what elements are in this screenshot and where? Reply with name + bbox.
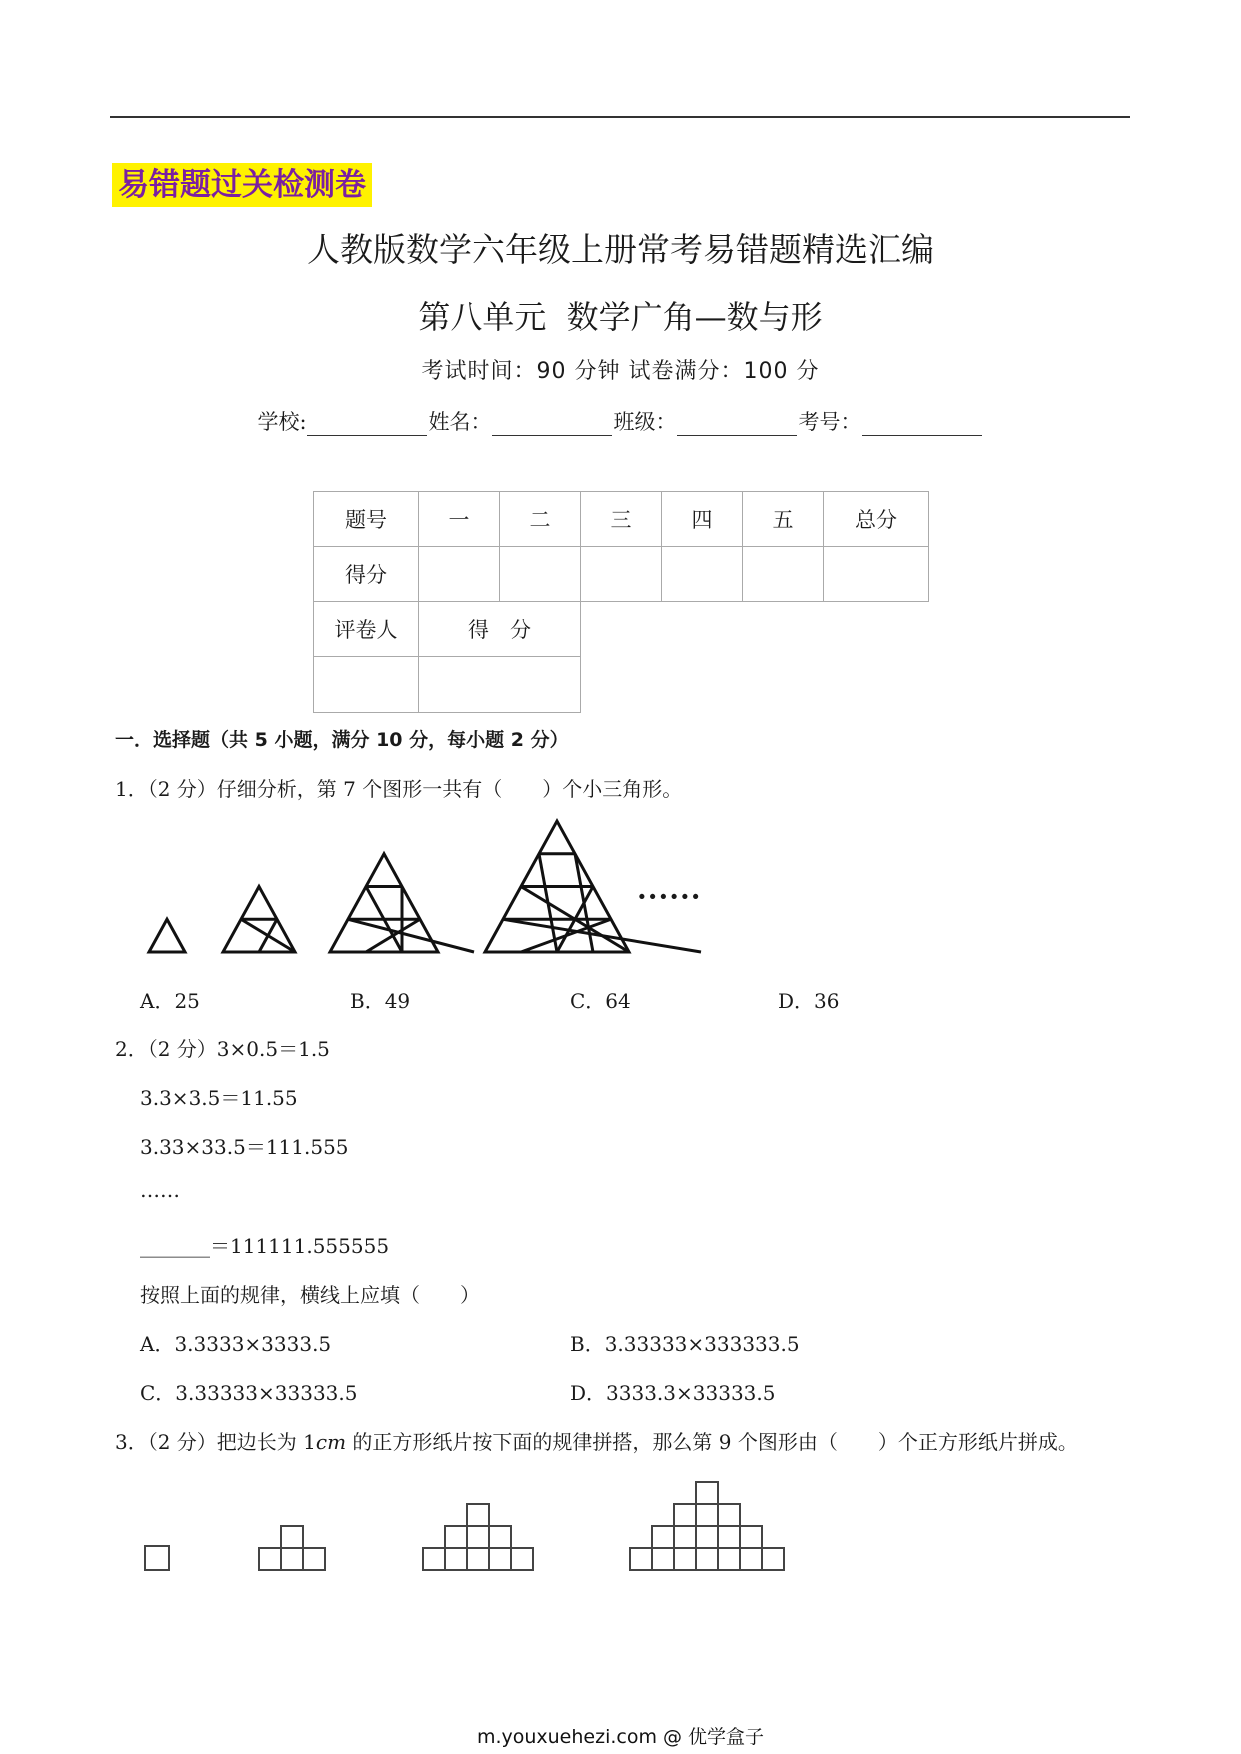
footer-text: m.youxuehezi.com @ 优学盒子	[476, 1726, 765, 1748]
paper-square	[467, 1526, 489, 1548]
paper-square	[489, 1526, 511, 1548]
ellipsis-dots: ······	[637, 880, 702, 913]
question-1-option-c[interactable]: C．64	[570, 989, 631, 1013]
paper-square	[467, 1504, 489, 1526]
paper-square	[445, 1548, 467, 1570]
score-cell[interactable]	[419, 547, 500, 602]
header-rule	[110, 116, 1130, 118]
square-figure	[423, 1504, 533, 1570]
triangle-grid-line	[259, 919, 277, 952]
paper-square	[740, 1548, 762, 1570]
banner-label: 易错题过关检测卷	[112, 163, 372, 207]
question-2-option-a[interactable]: A．3.3333×3333.5	[140, 1332, 332, 1356]
grader-table	[313, 601, 581, 713]
paper-square	[281, 1548, 303, 1570]
grader-score-label: 得 分	[419, 601, 581, 657]
paper-square	[674, 1504, 696, 1526]
question-3-stem-part: 3．（2 分）把边长为 1	[115, 1430, 316, 1454]
score-header-cell: 三	[581, 492, 662, 547]
question-2-instruction: 按照上面的规律，横线上应填（ ）	[140, 1283, 480, 1307]
paper-square	[303, 1548, 325, 1570]
section-heading: 一．选择题（共 5 小题，满分 10 分，每小题 2 分）	[115, 729, 569, 751]
square-figure	[145, 1546, 169, 1570]
score-table	[313, 491, 929, 602]
score-header-cell: 一	[419, 492, 500, 547]
score-header-cell: 总分	[824, 492, 929, 547]
class-blank[interactable]	[677, 413, 797, 436]
paper-square	[630, 1548, 652, 1570]
paper-square	[259, 1548, 281, 1570]
square-figure	[259, 1526, 325, 1570]
question-3-stem	[115, 1426, 1078, 1455]
paper-square	[423, 1548, 445, 1570]
question-2-line: 3.3×3.5＝11.55	[140, 1086, 298, 1110]
paper-square	[718, 1526, 740, 1548]
score-cell[interactable]	[500, 547, 581, 602]
question-2-line: ……	[140, 1178, 180, 1202]
class-label: 班级：	[613, 410, 677, 434]
square-pattern-figure	[145, 1470, 905, 1580]
score-header-row	[314, 492, 929, 547]
unit-cm: cm	[315, 1430, 347, 1454]
score-cell[interactable]	[743, 547, 824, 602]
triangle-outline	[149, 919, 185, 952]
name-blank[interactable]	[492, 413, 612, 436]
question-1-option-d[interactable]: D．36	[778, 989, 840, 1013]
paper-square	[652, 1548, 674, 1570]
question-2-stem: 2．（2 分）3×0.5＝1.5	[115, 1037, 330, 1061]
student-fields	[0, 406, 1241, 436]
paper-square	[740, 1526, 762, 1548]
paper-square	[696, 1504, 718, 1526]
paper-square	[696, 1548, 718, 1570]
school-blank[interactable]	[307, 413, 427, 436]
score-cell[interactable]	[824, 547, 929, 602]
paper-square	[445, 1526, 467, 1548]
score-row-label: 得分	[314, 547, 419, 602]
triangle-figure	[330, 854, 474, 952]
page-subtitle: 第八单元 数学广角—数与形	[418, 298, 823, 336]
triangle-figure	[149, 919, 185, 952]
score-cell[interactable]	[581, 547, 662, 602]
paper-square	[281, 1526, 303, 1548]
paper-square	[762, 1548, 784, 1570]
name-label: 姓名：	[428, 410, 492, 434]
grader-header-row	[314, 601, 581, 657]
paper-square	[467, 1548, 489, 1570]
school-label: 学校:	[257, 410, 307, 434]
question-2-option-c[interactable]: C．3.33333×33333.5	[140, 1381, 358, 1405]
question-2-line: 3.33×33.5＝111.555	[140, 1135, 349, 1159]
question-1-option-b[interactable]: B．49	[350, 989, 411, 1013]
question-3-stem-part: 的正方形纸片按下面的规律拼搭，那么第 9 个图形由（ ）个正方形纸片拼成。	[346, 1430, 1078, 1454]
score-cell[interactable]	[662, 547, 743, 602]
score-header-cell: 四	[662, 492, 743, 547]
number-blank[interactable]	[862, 413, 982, 436]
paper-square	[489, 1548, 511, 1570]
question-1-option-a[interactable]: A．25	[140, 989, 200, 1013]
triangle-figure	[223, 887, 295, 952]
square-figure	[630, 1482, 784, 1570]
question-2-option-d[interactable]: D．3333.3×33333.5	[570, 1381, 776, 1405]
grader-name-cell[interactable]	[314, 657, 419, 713]
score-value-row	[314, 547, 929, 602]
paper-square	[674, 1526, 696, 1548]
paper-square	[718, 1548, 740, 1570]
paper-square	[145, 1546, 169, 1570]
question-2-option-b[interactable]: B．3.33333×333333.5	[570, 1332, 800, 1356]
question-2-line: _______＝111111.555555	[140, 1234, 390, 1258]
grader-label: 评卷人	[314, 601, 419, 657]
score-header-cell: 二	[500, 492, 581, 547]
paper-square	[674, 1548, 696, 1570]
grader-score-cell[interactable]	[419, 657, 581, 713]
score-header-cell: 五	[743, 492, 824, 547]
score-header-cell: 题号	[314, 492, 419, 547]
paper-square	[511, 1548, 533, 1570]
page-title: 人教版数学六年级上册常考易错题精选汇编	[307, 230, 934, 269]
number-label: 考号：	[798, 410, 862, 434]
paper-square	[652, 1526, 674, 1548]
paper-square	[718, 1504, 740, 1526]
exam-info: 考试时间：90 分钟 试卷满分：100 分	[421, 359, 820, 384]
paper-square	[696, 1482, 718, 1504]
paper-square	[696, 1526, 718, 1548]
grader-value-row	[314, 657, 581, 713]
question-1-stem: 1．（2 分）仔细分析，第 7 个图形一共有（ ）个小三角形。	[115, 777, 683, 801]
